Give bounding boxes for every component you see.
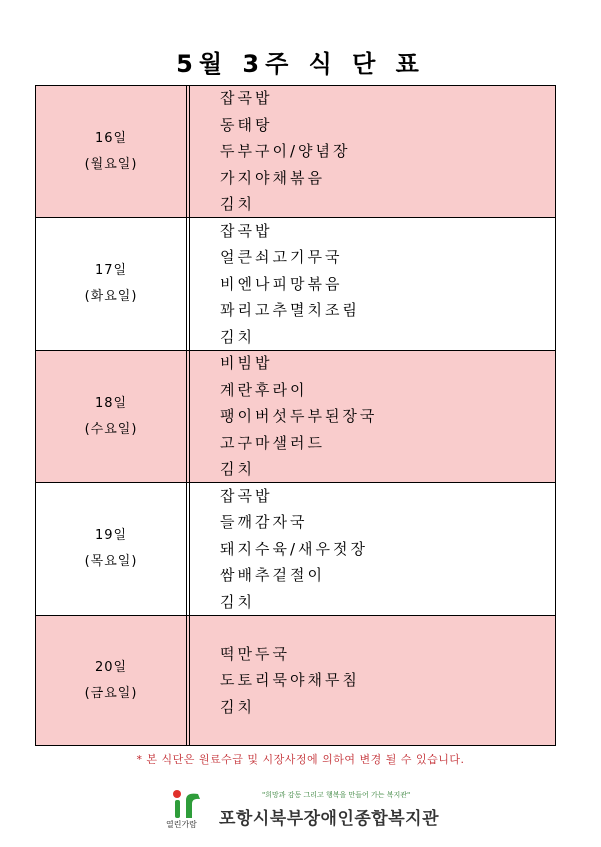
menu-item: 비엔나피망볶음	[220, 274, 343, 293]
day-date: 17일	[94, 263, 128, 278]
menu-item: 고구마샐러드	[220, 433, 325, 452]
menu-table	[35, 85, 556, 746]
menu-item: 도토리묵야채무침	[220, 671, 360, 690]
notice-text: * 본 식단은 원료수급 및 시장사정에 의하여 변경 될 수 있습니다.	[136, 753, 465, 766]
day-row	[36, 482, 555, 615]
menu-items	[220, 616, 360, 745]
menu-item: 김치	[220, 460, 255, 479]
menu-item: 얼큰쇠고기무국	[220, 248, 343, 267]
menu-item: 팽이버섯두부된장국	[220, 407, 378, 426]
column-divider	[186, 351, 187, 482]
menu-item: 가지야채볶음	[220, 168, 325, 187]
column-divider	[189, 218, 190, 350]
day-date: 18일	[94, 395, 128, 411]
day-cell	[36, 86, 186, 217]
day-cell	[36, 218, 186, 350]
menu-item: 들깨감자국	[220, 513, 308, 532]
menu-items	[220, 86, 351, 217]
column-divider	[186, 86, 187, 217]
day-weekday: (목요일)	[84, 554, 138, 569]
menu-items	[220, 483, 368, 615]
logo-caption: 열린가람	[166, 820, 197, 829]
footer-slogan: "희망과 감동 그리고 행복을 만들어 가는 복지관"	[262, 791, 411, 799]
day-date: 20일	[94, 659, 128, 675]
day-date: 16일	[94, 130, 128, 146]
menu-items	[220, 351, 377, 482]
column-divider	[189, 351, 190, 482]
column-divider	[186, 616, 187, 745]
day-weekday: (월요일)	[84, 156, 138, 172]
column-divider	[189, 86, 190, 217]
menu-item: 쌈배추겉절이	[220, 566, 325, 585]
menu-item: 잡곡밥	[220, 221, 273, 240]
day-row	[36, 86, 555, 217]
day-date: 19일	[94, 528, 128, 543]
menu-item: 돼지수육/새우젓장	[220, 539, 368, 558]
menu-item: 김치	[220, 697, 255, 716]
day-row	[36, 217, 555, 350]
menu-item: 꽈리고추멸치조림	[220, 301, 360, 320]
menu-item: 떡만두국	[220, 644, 290, 663]
column-divider	[186, 218, 187, 350]
day-row	[36, 615, 555, 745]
day-weekday: (화요일)	[84, 289, 138, 304]
menu-item: 동태탕	[220, 115, 273, 134]
day-row	[36, 350, 555, 482]
menu-item: 비빔밥	[220, 354, 273, 373]
menu-item: 김치	[220, 195, 255, 214]
day-weekday: (수요일)	[84, 421, 138, 437]
day-weekday: (금요일)	[84, 685, 138, 701]
day-cell	[36, 351, 186, 482]
menu-item: 김치	[220, 327, 255, 346]
column-divider	[186, 483, 187, 615]
organization-name: 포항시북부장애인종합복지관	[219, 809, 439, 829]
menu-item: 김치	[220, 592, 255, 611]
menu-items	[220, 218, 360, 350]
menu-item: 계란후라이	[220, 380, 308, 399]
column-divider	[189, 616, 190, 745]
menu-item: 잡곡밥	[220, 89, 273, 108]
column-divider	[189, 483, 190, 615]
page-title: 5월 3주 식 단 표	[176, 50, 425, 78]
menu-item: 두부구이/양념장	[220, 142, 351, 161]
menu-item: 잡곡밥	[220, 486, 273, 505]
day-cell	[36, 616, 186, 745]
day-cell	[36, 483, 186, 615]
